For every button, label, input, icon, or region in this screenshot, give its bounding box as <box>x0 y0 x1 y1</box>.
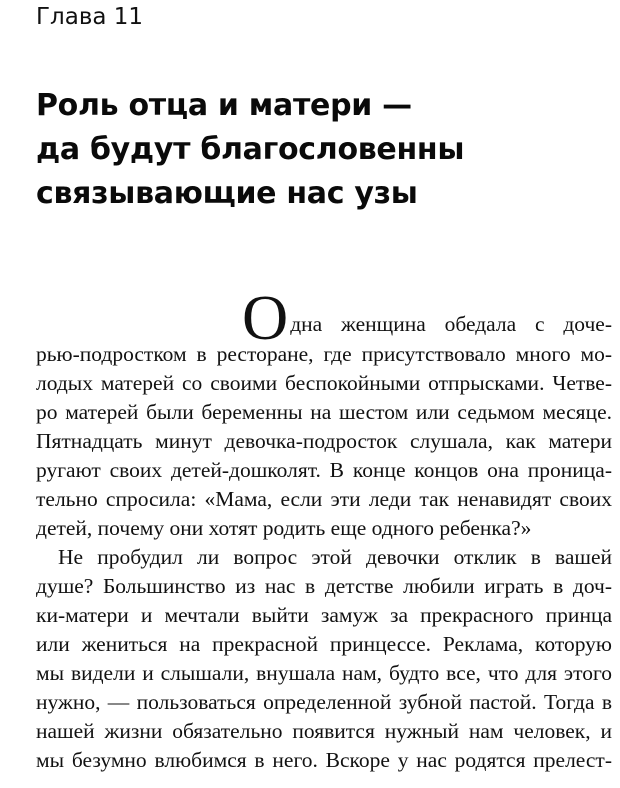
paragraph-2 <box>36 543 612 775</box>
first-line <box>36 282 612 353</box>
text-line: нашей жизни обязательно появится нужный нам человек, и <box>36 719 612 743</box>
text-line: мы безумно влюбимся в него. Вскоре у нас родятся прелест- <box>36 748 612 772</box>
text-line: ки-матери и мечтали выйти замуж за прекрасного принца <box>36 603 612 627</box>
text-line: душе? Большинство из нас в детстве любили играть в доч- <box>36 574 612 598</box>
text-line: Пятнадцать минут девочка-подросток слушала, как матери <box>36 429 612 453</box>
text-line: лодых матерей со своими беспокойными отпрысками. Четве- <box>36 371 612 395</box>
text-line: тельно спросила: «Мама, если эти леди так ненавидят своих <box>36 487 612 511</box>
chapter-title-line: Роль отца и матери — <box>36 88 412 123</box>
text-line: ругают своих детей-дошколят. В конце концов она проница- <box>36 458 612 482</box>
text-line: нужно, — пользоваться определенной зубной пастой. Тогда в <box>36 690 612 714</box>
text-line: мы видели и слышали, внушала нам, будто все, что для этого <box>36 661 612 685</box>
chapter-title-line: связывающие нас узы <box>36 176 418 211</box>
first-line-text: дна женщина обедала с доче- <box>290 312 612 336</box>
text-line: или жениться на прекрасной принцессе. Реклама, которую <box>36 632 612 656</box>
paragraph-1 <box>36 340 612 543</box>
body-text <box>36 282 612 775</box>
text-line: детей, почему они хотят родить еще одного ребенка?» <box>36 516 532 540</box>
text-line: ро матерей были беременны на шестом или седьмом месяце. <box>36 400 612 424</box>
text-line: Не пробудил ли вопрос этой девочки отклик в вашей <box>58 545 612 569</box>
chapter-label: Глава 11 <box>36 4 144 30</box>
chapter-title <box>36 84 616 216</box>
chapter-title-line: да будут благословенны <box>36 132 465 167</box>
drop-cap: О <box>242 282 289 353</box>
text-line: рью-подростком в ресторане, где присутствовало много мо- <box>36 342 612 366</box>
